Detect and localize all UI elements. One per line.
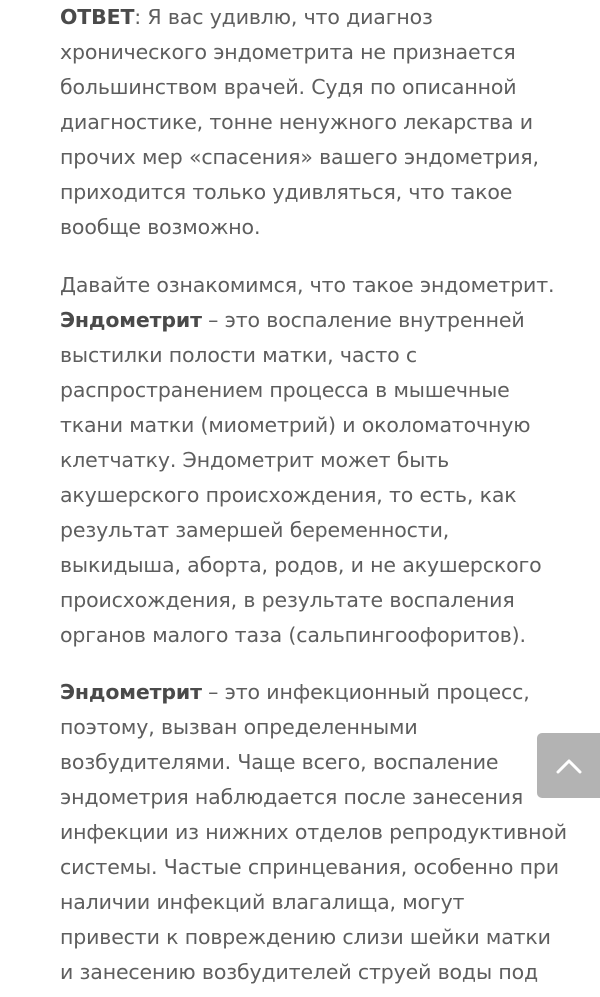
infection-line: инфекции из нижних отделов репродуктивной [60,820,567,844]
definition-line: происхождения, в результате воспаления [60,588,515,612]
definition-intro: Давайте ознакомимся, что такое эндометрит. [60,273,555,297]
infection-line: и занесению возбудителей струей воды под [60,960,539,984]
definition-line: акушерского происхождения, то есть, как [60,483,517,507]
answer-line: хронического эндометрита не признается [60,40,516,64]
definition-line: распространением процесса в мышечные [60,378,510,402]
infection-line: привести к повреждению слизи шейки матки [60,925,551,949]
chevron-up-icon [556,758,582,774]
answer-line: прочих мер «спасения» вашего эндометрия, [60,145,539,169]
definition-line: выстилки полости матки, часто с [60,343,418,367]
definition-line: клетчатку. Эндометрит может быть [60,448,450,472]
answer-line: диагностике, тонне ненужного лекарства и [60,110,533,134]
infection-paragraph: Эндометрит – это инфекционный процесс, поэтому, вызван определенными возбудителями. Чаще всего, воспаление эндометрия наблюдается после занесения инфекции из нижних отделов репродуктивной системы. Частые спринцевания, особенно при наличии инфекций влагалища, могут привести к повреждению слизи шейки матки и занесению возбудителей струей воды под [60,675,567,990]
definition-term: Эндометрит [60,308,202,332]
answer-label: ОТВЕТ [60,5,135,29]
infection-line: наличии инфекций влагалища, могут [60,890,465,914]
definition-line: ткани матки (миометрий) и околоматочную [60,413,531,437]
definition-paragraph: Давайте ознакомимся, что такое эндометрит. Эндометрит – это воспаление внутренней выстилки полости матки, часто с распространением процесса в мышечные ткани матки (миометрий) и околоматочную клетчатку. Эндометрит может быть акушерского происхождения, то есть, как результат замершей беременности, выкидыша, аборта, родов, и не акушерского происхождения, в результате воспаления органов малого таза (сальпингоофоритов). [60,268,554,653]
definition-line: результат замершей беременности, [60,518,450,542]
answer-line: приходится только удивляться, что такое [60,180,513,204]
scroll-to-top-button[interactable] [537,733,600,798]
answer-paragraph: ОТВЕТ: Я вас удивлю, что диагноз хронического эндометрита не признается большинством врачей. Судя по описанной диагностике, тонне ненужного лекарства и прочих мер «спасения» вашего эндометрия, приходится только удивляться, что такое вообще возможно. [60,0,539,245]
definition-line: органов малого таза (сальпингоофоритов). [60,623,526,647]
infection-line: системы. Частые спринцевания, особенно при [60,855,559,879]
definition-line: выкидыша, аборта, родов, и не акушерского [60,553,542,577]
answer-line: большинством врачей. Судя по описанной [60,75,517,99]
answer-line: вообще возможно. [60,215,261,239]
infection-term: Эндометрит [60,680,202,704]
infection-line: поэтому, вызван определенными [60,715,418,739]
infection-line: эндометрия наблюдается после занесения [60,785,524,809]
infection-line: возбудителями. Чаще всего, воспаление [60,750,499,774]
